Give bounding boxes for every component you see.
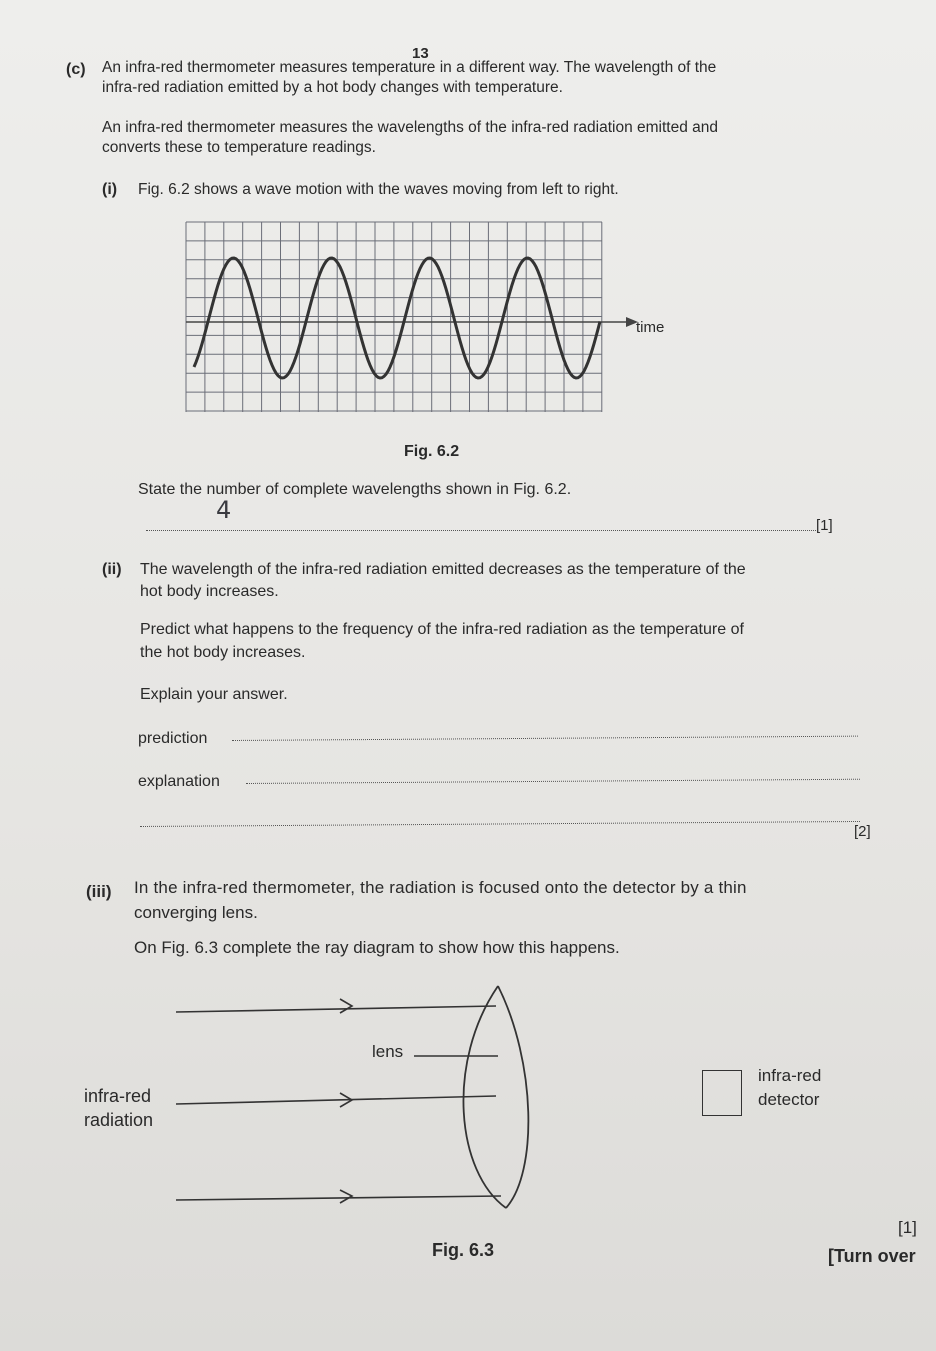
radiation-label-line1: infra-red bbox=[84, 1086, 152, 1106]
prediction-label: prediction bbox=[138, 730, 208, 747]
explanation-label: explanation bbox=[138, 773, 220, 790]
part-iii-instruction: On Fig. 6.3 complete the ray diagram to show how this happens. bbox=[134, 938, 620, 957]
radiation-label-line2: radiation bbox=[84, 1110, 154, 1130]
answer-line-i[interactable] bbox=[146, 530, 816, 531]
part-ii-label: (ii) bbox=[102, 561, 122, 578]
part-iii-line1: In the infra-red thermometer, the radiation is focused onto the detector by a thin bbox=[134, 878, 747, 897]
incident-ray-top bbox=[176, 1006, 496, 1012]
turn-over: [Turn over bbox=[828, 1246, 916, 1266]
wave-graph bbox=[186, 222, 656, 422]
part-c-para2-line2: converts these to temperature readings. bbox=[102, 139, 376, 156]
incident-ray-middle bbox=[176, 1096, 496, 1104]
incident-ray-bottom bbox=[176, 1196, 501, 1200]
page-number: 13 bbox=[412, 45, 429, 62]
part-c-label: (c) bbox=[66, 61, 86, 78]
part-ii-line2: hot body increases. bbox=[140, 583, 279, 600]
part-iii-label: (iii) bbox=[86, 882, 112, 901]
wave-grid bbox=[186, 222, 602, 412]
part-c-intro-line2: infra-red radiation emitted by a hot body changes with temperature. bbox=[102, 79, 563, 96]
part-i-question: State the number of complete wavelengths shown in Fig. 6.2. bbox=[138, 481, 572, 498]
detector-label-line2: detector bbox=[758, 1090, 820, 1109]
lens-right-surface bbox=[498, 986, 528, 1208]
part-ii-line1: The wavelength of the infra-red radiation emitted decreases as the temperature of the bbox=[140, 561, 746, 578]
ray-diagram[interactable] bbox=[176, 982, 556, 1222]
fig-6-3-caption: Fig. 6.3 bbox=[432, 1240, 495, 1260]
part-i-marks: [1] bbox=[816, 517, 833, 534]
explanation-line-2[interactable] bbox=[140, 821, 860, 827]
part-iii-marks: [1] bbox=[898, 1218, 917, 1237]
part-ii-line5: Explain your answer. bbox=[140, 686, 288, 703]
ray-arrow-top bbox=[340, 999, 352, 1013]
ray-arrow-bottom bbox=[340, 1190, 352, 1203]
wave-curve bbox=[194, 258, 600, 378]
part-ii-line3: Predict what happens to the frequency of the infra-red radiation as the temperature of bbox=[140, 621, 744, 638]
detector-label-line1: infra-red bbox=[758, 1066, 822, 1085]
fig-6-2-caption: Fig. 6.2 bbox=[404, 443, 460, 460]
prediction-line[interactable] bbox=[232, 736, 858, 741]
part-ii-line4: the hot body increases. bbox=[140, 644, 306, 661]
explanation-line-1[interactable] bbox=[246, 779, 860, 784]
part-c-intro-line1: An infra-red thermometer measures temperature in a different way. The wavelength of the bbox=[102, 59, 717, 76]
lens-label: lens bbox=[372, 1042, 404, 1061]
part-c-para2-line1: An infra-red thermometer measures the wavelengths of the infra-red radiation emitted and bbox=[102, 119, 719, 136]
part-i-label: (i) bbox=[102, 181, 118, 198]
detector-box bbox=[702, 1070, 742, 1116]
time-axis-label: time bbox=[636, 319, 665, 336]
handwritten-answer: 4 bbox=[216, 496, 232, 524]
part-i-text: Fig. 6.2 shows a wave motion with the waves moving from left to right. bbox=[138, 181, 619, 198]
part-iii-line2: converging lens. bbox=[134, 903, 258, 922]
part-ii-marks: [2] bbox=[854, 823, 871, 840]
